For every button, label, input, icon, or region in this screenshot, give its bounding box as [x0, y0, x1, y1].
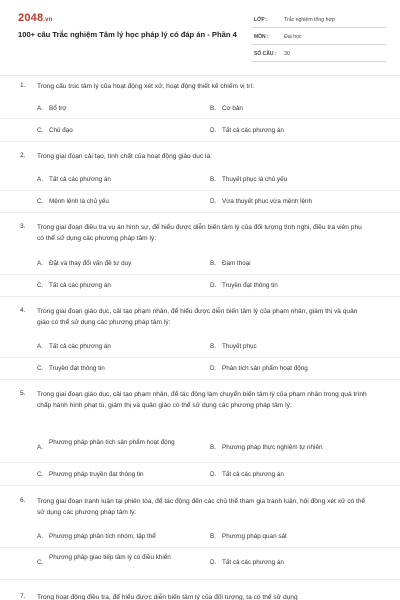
- option-letter: B.: [210, 444, 216, 451]
- option-text: Đàm thoại: [222, 260, 251, 267]
- option-text: Tất cả các phương án: [222, 127, 284, 134]
- option-text: Truyền đạt thông tin: [222, 282, 278, 289]
- question-number: 7.: [20, 593, 26, 600]
- logo-text: 2048: [18, 12, 44, 24]
- option-text: Phương pháp giao tiếp tâm lý có điều khiển: [49, 554, 171, 561]
- option-text: Thuyết phục: [222, 343, 257, 350]
- meta-key: LỚP :: [254, 17, 268, 23]
- question-divider: [0, 485, 400, 486]
- question-text: Trong giai đoạn điều tra vụ án hình sự, để hiểu được diễn biến tâm lý của đối tượng tình nghi, điều tra viên phụ có thể sử dụng các phương pháp tâm lý:: [37, 224, 362, 242]
- option-letter: A.: [37, 533, 43, 540]
- option-text: Chủ đạo: [49, 127, 73, 134]
- option-divider: [0, 190, 400, 191]
- option-letter: C.: [37, 365, 44, 372]
- document-meta: [252, 15, 386, 66]
- meta-value: 30: [284, 51, 290, 57]
- document-title: 100+ câu Trắc nghiệm Tâm lý học pháp lý có đáp án - Phần 4: [18, 30, 237, 39]
- question-divider: [0, 141, 400, 142]
- option-text: Phương pháp quan sát: [222, 533, 287, 540]
- option-text: Phương pháp phân tích nhóm, tập thể: [49, 533, 156, 540]
- option-letter: B.: [210, 105, 216, 112]
- option-text: Đặt và thay đổi vấn đề tư duy: [49, 260, 132, 267]
- question-divider: [0, 579, 400, 580]
- question-number: 5.: [20, 390, 26, 397]
- option-letter: D.: [210, 365, 217, 372]
- option-text: Cơ bản: [222, 105, 243, 112]
- question-divider: [0, 212, 400, 213]
- option-letter: B.: [210, 343, 216, 350]
- option-letter: A.: [37, 260, 43, 267]
- option-letter: D.: [210, 198, 217, 205]
- option-text: Tất cả các phương án: [49, 282, 111, 289]
- meta-value: Trắc nghiệm tổng hợp: [284, 17, 335, 23]
- meta-row-subject: [252, 32, 386, 45]
- option-letter: A.: [37, 343, 43, 350]
- option-letter: B.: [210, 533, 216, 540]
- question-text: Trong giai đoạn tranh luận tại phiên tòa, để tác động đến các chủ thể tham gia tranh luận, hội đồng xét xử có thể sử dụng các phương pháp tâm lý:: [37, 498, 366, 516]
- option-text: Phương pháp thực nghiệm tự nhiên: [222, 444, 323, 451]
- logo-suffix: .vn: [43, 17, 53, 23]
- meta-row-count: [252, 49, 386, 62]
- option-letter: B.: [210, 176, 216, 183]
- question-text: Trong giai đoạn giáo dục, cải tạo phạm nhân, để hiểu được diễn biến tâm lý của phạm nhân, giám thị và quản giáo có thể sử dụng các phương pháp tâm lý:: [37, 308, 358, 326]
- header-divider: [0, 75, 400, 76]
- option-letter: D.: [210, 559, 217, 566]
- option-text: Tất cả các phương án: [49, 343, 111, 350]
- option-letter: A.: [37, 444, 43, 451]
- option-text: Truyền đạt thông tin: [49, 365, 105, 372]
- option-letter: D.: [210, 471, 217, 478]
- option-letter: D.: [210, 282, 217, 289]
- option-letter: C.: [37, 198, 44, 205]
- question-number: 4.: [20, 307, 26, 314]
- option-divider: [0, 357, 400, 358]
- option-letter: B.: [210, 260, 216, 267]
- option-divider: [0, 547, 400, 548]
- question-text: Trong giai đoạn cải tạo, tính chất của hoạt động giáo dục là:: [37, 153, 212, 160]
- question-text: Trong hoạt động điều tra, để hiểu được diễn biến tâm lý của đối tượng, ta có thể sử dụng: [37, 594, 298, 600]
- meta-key: MÔN :: [254, 34, 269, 40]
- option-letter: C.: [37, 282, 44, 289]
- option-letter: D.: [210, 127, 217, 134]
- option-text: Phân tích sản phẩm hoạt động: [222, 365, 308, 372]
- option-text: Thuyết phục là chủ yếu: [222, 176, 288, 183]
- site-logo[interactable]: [18, 12, 53, 24]
- option-divider: [0, 462, 400, 463]
- option-text: Phương pháp phân tích sản phẩm hoạt động: [49, 439, 175, 446]
- option-letter: C.: [37, 471, 44, 478]
- meta-row-class: [252, 15, 386, 28]
- question-text: Trong cấu trúc tâm lý của hoạt động xét xử, hoạt động thiết kế chiếm vị trí:: [37, 83, 255, 90]
- question-number: 2.: [20, 152, 26, 159]
- question-divider: [0, 379, 400, 380]
- question-text: Trong giai đoạn giáo dục, cải tạo phạm nhân, để tác động làm chuyển biến tâm lý của phạm nhân trong quá trình chấp hành hình phạt tù, giám thị và quản giáo có thể sử dụng các phương pháp tâm lý:: [37, 391, 367, 409]
- meta-key: SỐ CÂU :: [254, 51, 277, 57]
- option-letter: A.: [37, 176, 43, 183]
- meta-value: Đại học: [284, 34, 302, 40]
- option-text: Bổ trợ: [49, 105, 67, 112]
- question-divider: [0, 296, 400, 297]
- question-number: 3.: [20, 223, 26, 230]
- option-letter: C.: [37, 559, 44, 566]
- question-number: 1.: [20, 82, 26, 89]
- option-letter: C.: [37, 127, 44, 134]
- option-letter: A.: [37, 105, 43, 112]
- question-number: 6.: [20, 497, 26, 504]
- option-text: Mệnh lệnh là chủ yếu: [49, 198, 109, 205]
- document-header: [0, 0, 400, 74]
- option-divider: [0, 274, 400, 275]
- option-text: Vừa thuyết phục vừa mệnh lệnh: [222, 198, 312, 205]
- option-text: Tất cả các phương án: [49, 176, 111, 183]
- option-text: Tất cả các phương án: [222, 471, 284, 478]
- option-text: Tất cả các phương án: [222, 559, 284, 566]
- option-divider: [0, 118, 400, 119]
- option-text: Phương pháp truyền đạt thông tin: [49, 471, 144, 478]
